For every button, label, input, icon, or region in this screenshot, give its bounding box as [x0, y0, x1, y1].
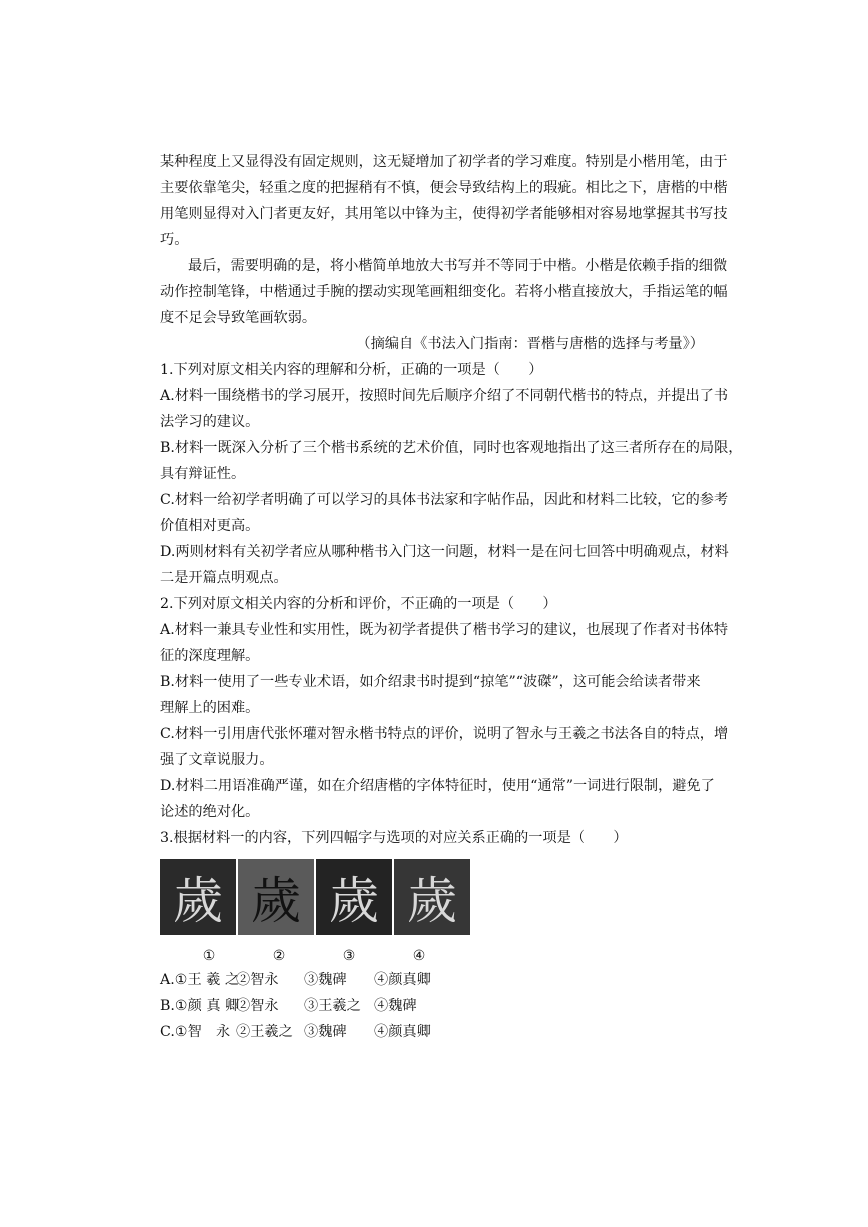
passage-line: 巧。	[160, 232, 189, 248]
option-c-line: 价值相对更高。	[160, 518, 260, 534]
question-stem: 3.根据材料一的内容，下列四幅字与选项的对应关系正确的一项是（ ）	[160, 830, 628, 846]
option-d-line: D.材料二用语准确严谨，如在介绍唐楷的字体特征时，使用“通常”一词进行限制，避免了	[160, 778, 715, 794]
option-b-line: 理解上的困难。	[160, 700, 260, 716]
option-part: A.①王 羲 之	[160, 972, 240, 988]
option-part: ④颜真卿	[374, 1024, 431, 1040]
option-d-line: D.两则材料有关初学者应从哪种楷书入门这一问题，材料一是在问七回答中明确观点，材料	[160, 544, 729, 560]
option-part: ④颜真卿	[374, 972, 431, 988]
option-b-line: B.材料一使用了一些专业术语，如介绍隶书时提到“掠笔”“波磔”，这可能会给读者带来	[160, 674, 701, 690]
question-3	[160, 825, 710, 1045]
option-part: ②智永	[236, 972, 279, 988]
q3-option-b	[160, 993, 710, 1019]
option-c-line: C.材料一给初学者明确了可以学习的具体书法家和字帖作品，因此和材料二比较，它的参考	[160, 492, 729, 508]
image-number: ③	[342, 948, 356, 964]
q3-option-a	[160, 967, 710, 993]
passage-line: 动作控制笔锋，中楷通过手腕的摆动实现笔画粗细变化。若将小楷直接放大，手指运笔的幅	[160, 284, 728, 300]
calligraphy-image-3	[316, 859, 392, 935]
option-part: ③魏碑	[304, 1024, 347, 1040]
option-c-line: 强了文章说服力。	[160, 752, 274, 768]
calligraphy-image-4	[394, 859, 470, 935]
option-part: ③魏碑	[304, 972, 347, 988]
option-part: ③王羲之	[304, 998, 361, 1014]
option-part: ②智永	[236, 998, 279, 1014]
question-1	[160, 357, 743, 591]
question-stem: 2.下列对原文相关内容的分析和评价，不正确的一项是（ ）	[160, 596, 557, 612]
option-part: C.①智 永	[160, 1024, 231, 1040]
option-part: B.①颜 真 卿	[160, 998, 240, 1014]
q3-option-c	[160, 1019, 710, 1045]
passage-line: 主要依靠笔尖，轻重之度的把握稍有不慎，便会导致结构上的瑕疵。相比之下，唐楷的中楷	[160, 180, 728, 196]
passage-line: 用笔则显得对入门者更友好，其用笔以中锋为主，使得初学者能够相对容易地掌握其书写技	[160, 206, 728, 222]
image-numbers	[160, 945, 710, 967]
passage-paragraph-2	[160, 253, 728, 331]
passage-line: 最后，需要明确的是，将小楷简单地放大书写并不等同于中楷。小楷是依赖手指的细微	[188, 258, 728, 274]
calligraphy-image-1	[160, 859, 236, 935]
option-a-line: 法学习的建议。	[160, 414, 260, 430]
option-a-line: 征的深度理解。	[160, 648, 260, 664]
passage-line: 度不足会导致笔画软弱。	[160, 310, 317, 326]
calligraphy-image-2	[238, 859, 314, 935]
passage-paragraph-1	[160, 149, 728, 253]
option-d-line: 论述的绝对化。	[160, 804, 260, 820]
option-a-line: A.材料一兼具专业性和实用性，既为初学者提供了楷书学习的建议，也展现了作者对书体特	[160, 622, 729, 638]
calligraphy-glyph: 歲	[173, 872, 223, 930]
option-b-line: B.材料一既深入分析了三个楷书系统的艺术价值，同时也客观地指出了这三者所存在的局限，	[160, 440, 743, 456]
question-stem: 1.下列对原文相关内容的理解和分析，正确的一项是（ ）	[160, 362, 543, 378]
calligraphy-glyph: 歲	[407, 872, 457, 930]
option-d-line: 二是开篇点明观点。	[160, 570, 288, 586]
question-2	[160, 591, 729, 825]
calligraphy-glyph: 歲	[251, 872, 301, 930]
option-a-line: A.材料一围绕楷书的学习展开，按照时间先后顺序介绍了不同朝代楷书的特点，并提出了书	[160, 388, 729, 404]
document-content	[160, 149, 743, 1045]
source-citation: （摘编自《书法入门指南：晋楷与唐楷的选择与考量》）	[356, 336, 704, 352]
option-part: ②王羲之	[236, 1024, 293, 1040]
option-b-line: 具有辩证性。	[160, 466, 246, 482]
image-number: ①	[202, 948, 216, 964]
passage-line: 某种程度上又显得没有固定规则，这无疑增加了初学者的学习难度。特别是小楷用笔，由于	[160, 154, 728, 170]
option-c-line: C.材料一引用唐代张怀瓘对智永楷书特点的评价，说明了智永与王羲之书法各自的特点，增	[160, 726, 729, 742]
image-number: ④	[412, 948, 426, 964]
option-part: ④魏碑	[374, 998, 417, 1014]
calligraphy-glyph: 歲	[329, 872, 379, 930]
image-number: ②	[272, 948, 286, 964]
calligraphy-images	[160, 859, 710, 935]
